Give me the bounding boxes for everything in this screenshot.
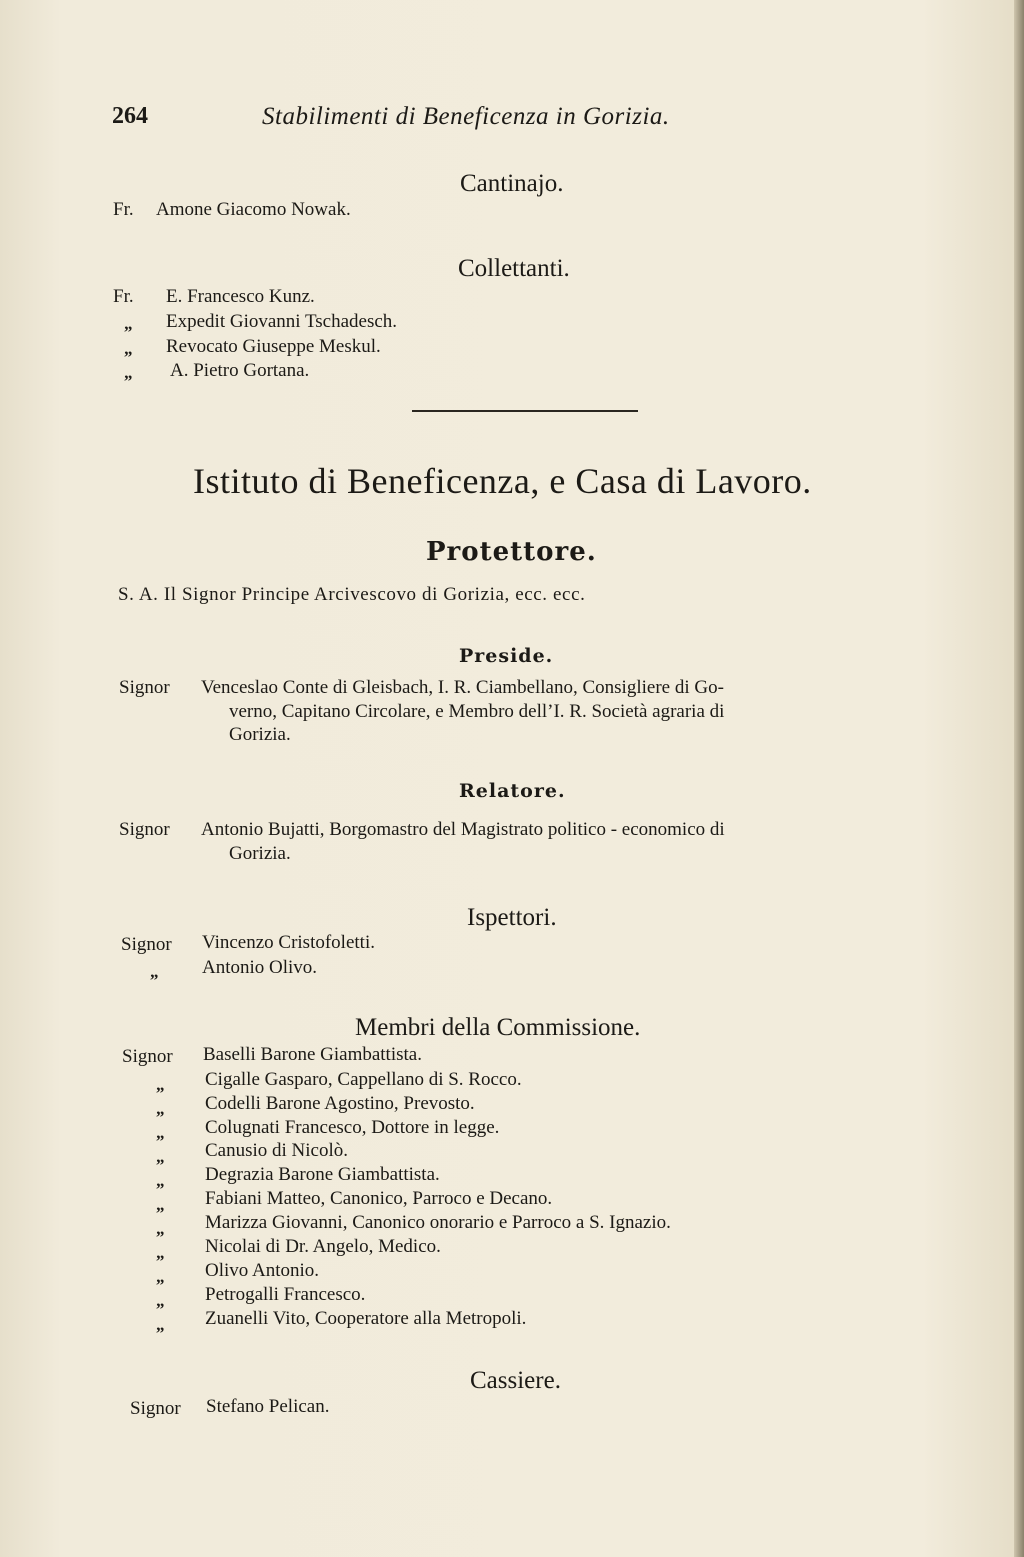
- cassiere-title: Signor: [130, 1398, 181, 1419]
- protettore-text: S. A. Il Signor Principe Arcivescovo di Gorizia, ecc. ecc.: [118, 584, 586, 605]
- ditto-mark: „: [124, 314, 133, 333]
- ditto-mark: „: [124, 339, 133, 358]
- ditto-mark: „: [156, 1171, 165, 1190]
- collettanti-name: E. Francesco Kunz.: [166, 286, 315, 307]
- membri-name: Canusio di Nicolò.: [205, 1140, 349, 1161]
- preside-line: Gorizia.: [229, 724, 291, 745]
- cassiere-name: Stefano Pelican.: [206, 1396, 330, 1417]
- membri-name: Fabiani Matteo, Canonico, Parroco e Decano.: [205, 1188, 553, 1209]
- ispettori-name: Antonio Olivo.: [202, 957, 318, 978]
- cantinajo-title: Fr.: [113, 199, 134, 220]
- preside-line: verno, Capitano Circolare, e Membro dell’I. R. Società agraria di: [229, 701, 725, 722]
- ditto-mark: „: [156, 1267, 165, 1286]
- preside-heading: Preside.: [459, 645, 554, 667]
- collettanti-title: Fr.: [113, 286, 134, 307]
- relatore-title: Signor: [119, 819, 170, 840]
- relatore-line: Antonio Bujatti, Borgomastro del Magistrato politico - economico di: [201, 819, 725, 840]
- cantinajo-name: Amone Giacomo Nowak.: [156, 199, 351, 220]
- ditto-mark: „: [156, 1195, 165, 1214]
- membri-name: Nicolai di Dr. Angelo, Medico.: [205, 1236, 441, 1257]
- collettanti-name: Expedit Giovanni Tschadesch.: [166, 311, 398, 332]
- running-title: Stabilimenti di Beneficenza in Gorizia.: [262, 103, 670, 130]
- istituto-title: Istituto di Beneficenza, e Casa di Lavoro.: [193, 461, 812, 501]
- membri-heading: Membri della Commissione.: [355, 1014, 641, 1041]
- relatore-heading: Relatore.: [459, 780, 566, 802]
- ditto-mark: „: [156, 1075, 165, 1094]
- collettanti-name: Revocato Giuseppe Meskul.: [166, 336, 381, 357]
- section-rule: [412, 410, 638, 412]
- ditto-mark: „: [156, 1243, 165, 1262]
- membri-name: Marizza Giovanni, Canonico onorario e Parroco a S. Ignazio.: [205, 1212, 671, 1233]
- ditto-mark: „: [156, 1123, 165, 1142]
- membri-name: Zuanelli Vito, Cooperatore alla Metropoli.: [205, 1308, 527, 1329]
- membri-name: Degrazia Barone Giambattista.: [205, 1164, 440, 1185]
- membri-name: Codelli Barone Agostino, Prevosto.: [205, 1093, 475, 1114]
- preside-line: Venceslao Conte di Gleisbach, I. R. Ciambellano, Consigliere di Go-: [201, 677, 724, 698]
- page-edge: [1014, 0, 1024, 1557]
- membri-title: Signor: [122, 1046, 173, 1067]
- membri-name: Cigalle Gasparo, Cappellano di S. Rocco.: [205, 1069, 522, 1090]
- ispettori-heading: Ispettori.: [467, 904, 557, 931]
- cassiere-heading: Cassiere.: [470, 1367, 561, 1394]
- page-number: 264: [112, 103, 148, 129]
- membri-name: Olivo Antonio.: [205, 1260, 320, 1281]
- collettanti-name: A. Pietro Gortana.: [170, 360, 310, 381]
- ditto-mark: „: [156, 1219, 165, 1238]
- ditto-mark: „: [150, 962, 159, 981]
- relatore-line: Gorizia.: [229, 843, 291, 864]
- collettanti-heading: Collettanti.: [458, 255, 570, 282]
- ditto-mark: „: [156, 1315, 165, 1334]
- membri-name: Petrogalli Francesco.: [205, 1284, 366, 1305]
- ditto-mark: „: [156, 1291, 165, 1310]
- ditto-mark: „: [156, 1147, 165, 1166]
- protettore-heading: Protettore.: [426, 537, 597, 567]
- ditto-mark: „: [124, 363, 133, 382]
- ditto-mark: „: [156, 1099, 165, 1118]
- cantinajo-heading: Cantinajo.: [460, 170, 564, 197]
- preside-title: Signor: [119, 677, 170, 698]
- membri-name: Colugnati Francesco, Dottore in legge.: [205, 1117, 500, 1138]
- ispettori-name: Vincenzo Cristofoletti.: [202, 932, 375, 953]
- membri-name: Baselli Barone Giambattista.: [203, 1044, 422, 1065]
- ispettori-title: Signor: [121, 934, 172, 955]
